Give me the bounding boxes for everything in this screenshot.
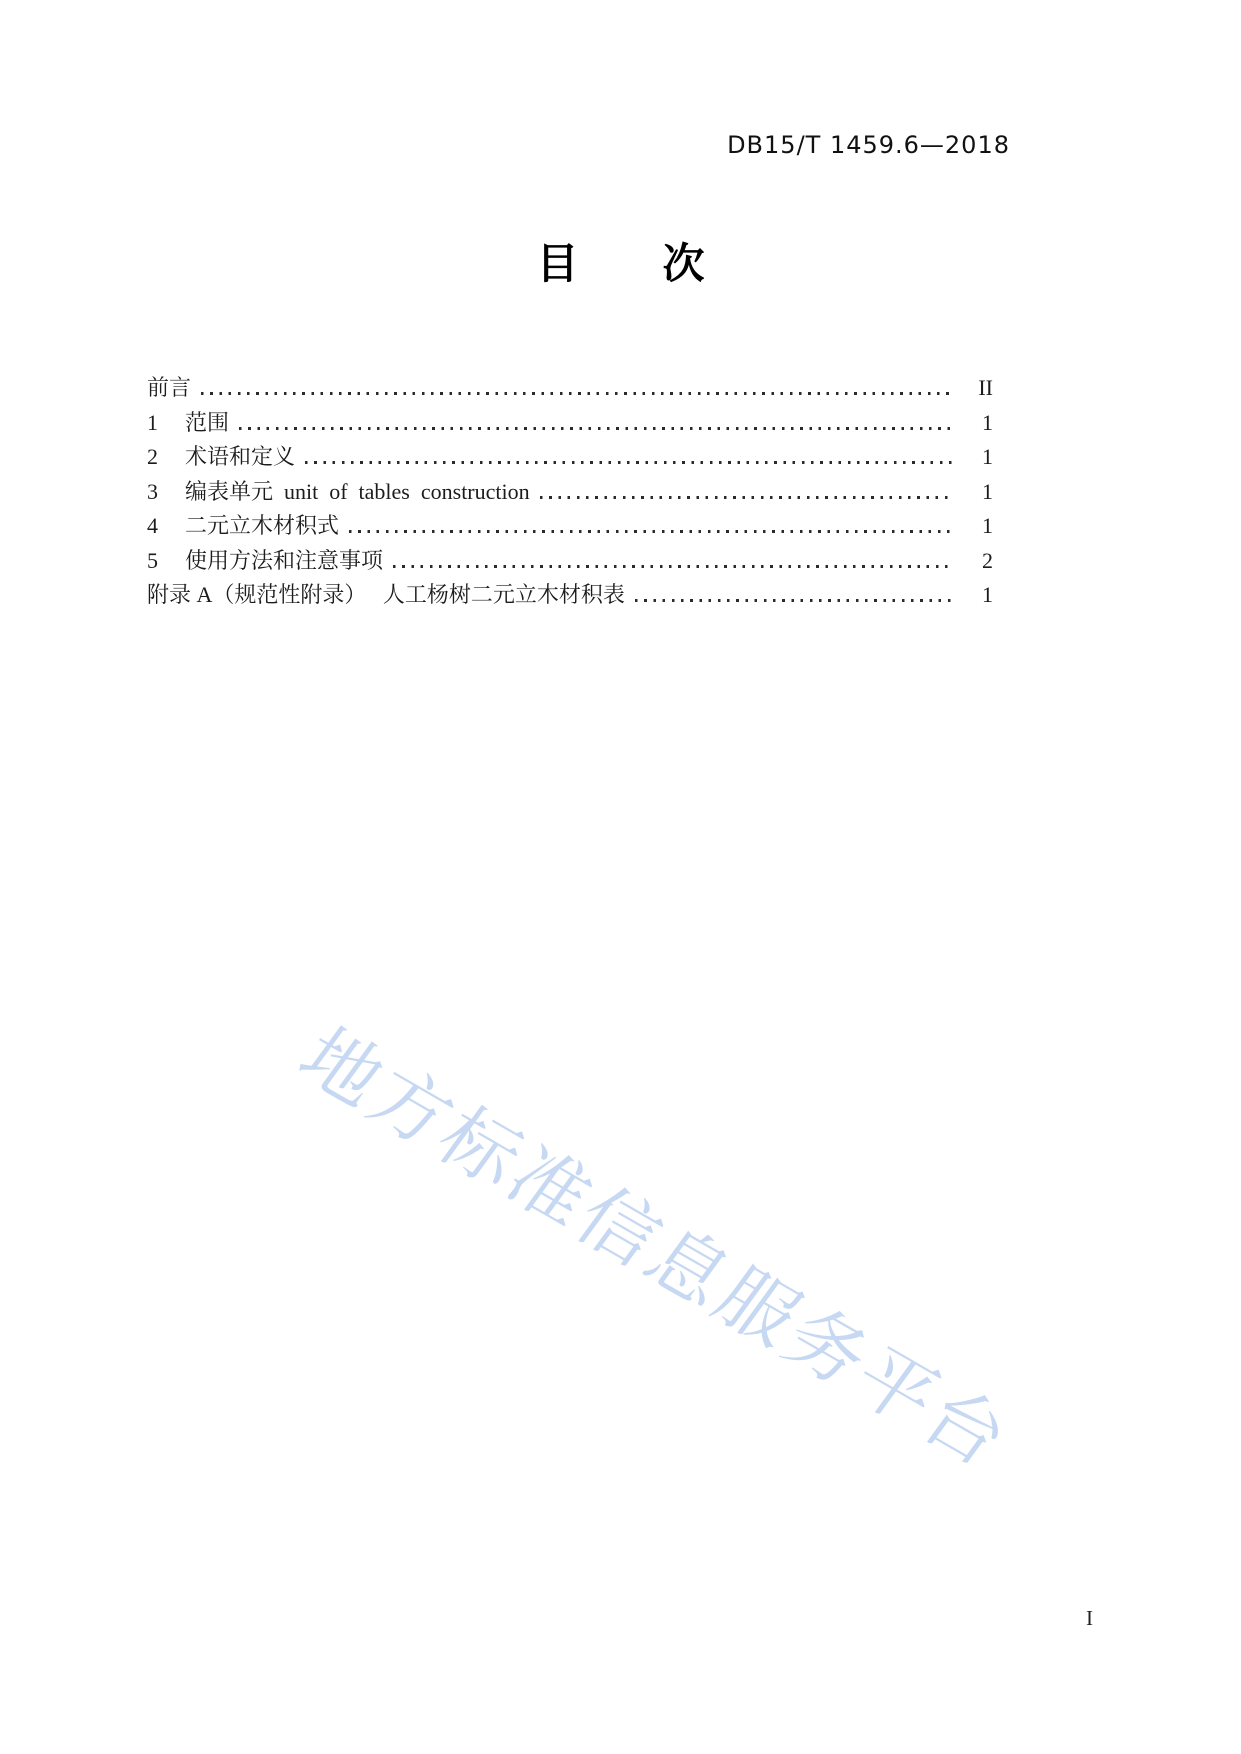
toc-entry [147,544,993,579]
toc-dot-leader [635,599,953,602]
toc-entry [147,406,993,441]
toc-entry-page: 2 [982,547,993,573]
toc-dot-leader [201,392,953,395]
toc-entry-number: 1 [147,409,158,435]
toc-dot-leader [239,427,953,430]
toc-entry-page: 1 [982,444,993,469]
toc-entry-label: 二元立木材积式 [185,513,340,538]
toc-entry-label: 术语和定义 [185,444,296,469]
toc-entry-label: 范围 [185,409,230,435]
toc-entry-page: 1 [982,582,993,607]
toc-entry-page: II [978,375,993,400]
watermark-text: 地方标准信息服务平台 [283,1014,1026,1484]
toc-entry-number: 2 [147,444,158,469]
toc-entry [147,371,993,406]
toc-dot-leader [349,530,953,533]
toc-entry-label: 前言 [147,375,192,400]
toc-entry [147,475,993,510]
page-title: 目 次 [536,239,705,288]
toc-entry-number: 4 [147,513,158,538]
toc-dot-leader [540,496,953,499]
toc-entry-number: 3 [147,478,158,504]
toc-entry-label: 附录 A（规范性附录） 人工杨树二元立木材积表 [147,582,625,607]
toc-entry-page: 1 [982,478,993,504]
toc-entry-page: 1 [982,513,993,538]
toc-dot-leader [305,461,953,464]
toc-entry-label: 编表单元 unit of tables construction [185,478,530,504]
toc-entry-number: 5 [147,547,158,573]
doc-code: DB15/T 1459.6—2018 [727,131,1010,159]
table-of-contents [147,371,993,613]
toc-entry [147,578,993,613]
footer-page-number: I [1086,1606,1093,1630]
toc-entry-label: 使用方法和注意事项 [185,547,384,573]
toc-entry [147,440,993,475]
toc-entry [147,509,993,544]
toc-entry-page: 1 [982,409,993,435]
toc-dot-leader [393,565,953,568]
